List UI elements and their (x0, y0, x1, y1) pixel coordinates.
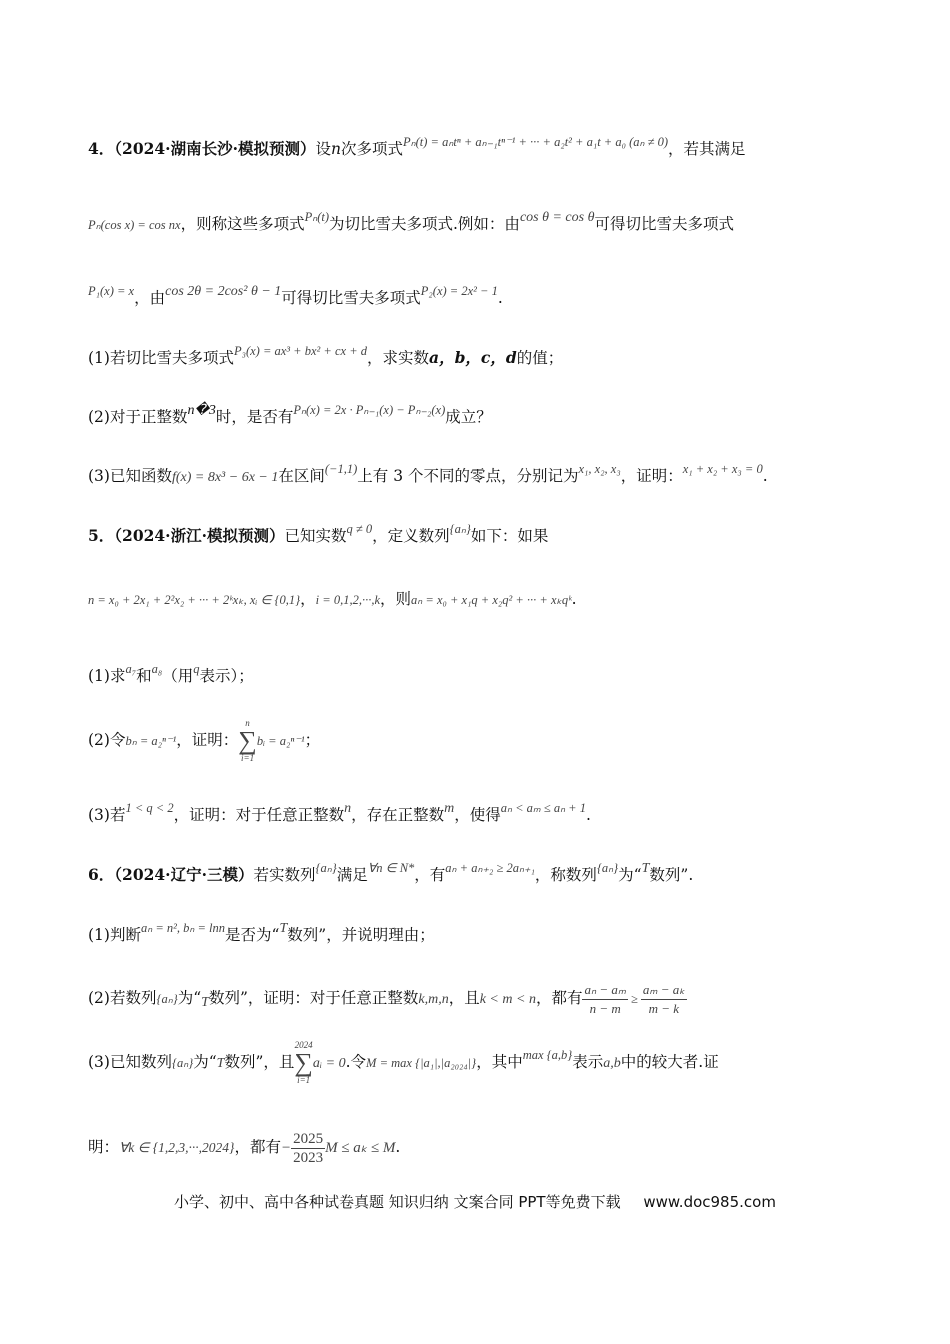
text: 表示）； (199, 667, 254, 685)
text: ； (304, 731, 321, 749)
text: 如下：如果 (470, 527, 549, 545)
formula: {aₙ} (596, 861, 619, 875)
p5-number: 5． (88, 526, 115, 545)
frac-num: aₙ − aₘ (582, 981, 628, 1000)
text: ，则称这些多项式 (180, 215, 305, 233)
text: ，证明： (620, 467, 683, 485)
p4-number: 4． (88, 139, 115, 158)
formula: aₙ = n², bₙ = lnn (140, 921, 226, 935)
footer-text: 小学、初中、高中各种试卷真题 知识归纳 文案合同 PPT等免费下载 (174, 1193, 621, 1211)
footer-url[interactable]: www.doc985.com (643, 1193, 776, 1211)
text: . (497, 289, 503, 307)
text: ，有 (414, 866, 446, 884)
text: ， (300, 590, 316, 608)
frac-den: n − m (589, 1000, 621, 1016)
var-T: T (201, 995, 209, 1010)
formula: 1 < q < 2 (125, 801, 174, 815)
formula: ∀n ∈ N* (367, 861, 415, 875)
text: 表示 (572, 1053, 604, 1071)
text: . (571, 590, 577, 608)
text: 明： (88, 1138, 120, 1156)
formula: x₁, x₂, x₃ (578, 462, 621, 476)
formula: M ≤ aₖ ≤ M (325, 1140, 396, 1156)
text: ，求实数 (367, 349, 430, 367)
var-n: n (331, 140, 341, 158)
p6-q3-line2 (88, 1127, 880, 1168)
formula: Pₙ(t) = aₙtⁿ + aₙ₋₁tⁿ⁻¹ + ··· + a₂t² + a₁t + a₀ (aₙ ≠ 0) (403, 135, 668, 149)
text: (1)若切比雪夫多项式 (88, 349, 234, 367)
p4-line1 (88, 131, 880, 160)
text: (1)判断 (88, 926, 141, 944)
formula: max {a,b} (522, 1048, 573, 1062)
p6-q1 (88, 917, 880, 946)
p4-q1 (88, 340, 880, 369)
p5-line2 (88, 588, 880, 611)
p5-line1 (88, 518, 880, 547)
formula: Pₙ(cos x) = cos nx (88, 218, 181, 232)
frac-den: m − k (648, 1000, 680, 1016)
p6-q3 (88, 1035, 880, 1086)
formula: a₇ (125, 662, 137, 676)
formula: bᵢ = a₂ⁿ⁻¹ (256, 734, 305, 748)
fraction (291, 1130, 325, 1167)
text: 为切比雪夫多项式.例如：由 (329, 215, 520, 233)
frac-num: aₘ − aₖ (641, 981, 687, 1000)
p5-q3 (88, 797, 880, 826)
text: 上有 3 个不同的零点，分别记为 (357, 467, 579, 485)
formula: n (344, 801, 352, 816)
summation (238, 718, 257, 764)
text: 设 (315, 140, 331, 158)
text: (1)求 (88, 667, 126, 685)
text: (3)若 (88, 806, 126, 824)
p4-source: （2024·湖南长沙·模拟预测） (114, 139, 316, 158)
text: ，使得 (454, 806, 501, 824)
vars: a，b，c，d (429, 348, 517, 367)
text: 为“ (618, 866, 642, 884)
formula: n�3 (187, 403, 216, 418)
text: 已知实数 (284, 527, 347, 545)
formula: a,b (603, 1056, 621, 1071)
text: ，存在正整数 (351, 806, 445, 824)
formula: (−1,1) (324, 462, 358, 476)
formula: M = max {|a₁|,|a₂₀₂₄|} (366, 1056, 477, 1070)
text: 时，是否有 (215, 408, 294, 426)
text: . (586, 806, 591, 824)
page-footer (0, 1191, 950, 1212)
summation (294, 1040, 313, 1086)
p6-source: （2024·辽宁·三模） (114, 865, 254, 884)
p4-line2 (88, 206, 880, 236)
text: (3)已知数列 (88, 1053, 172, 1071)
text: ，定义数列 (372, 527, 450, 545)
text: 和 (136, 667, 152, 685)
var-T: T (216, 1056, 225, 1071)
p6-line1 (88, 857, 880, 886)
minus-sign: − (280, 1140, 292, 1156)
text: 中的较大者.证 (620, 1053, 719, 1071)
text: 可得切比雪夫多项式 (594, 215, 734, 233)
p5-q1 (88, 658, 880, 687)
formula: m (444, 801, 455, 816)
text: ，则 (380, 590, 412, 608)
text: ，证明： (176, 731, 239, 749)
p4-q2 (88, 399, 880, 428)
var-T: T (279, 921, 288, 936)
sum-lower: i=1 (297, 1075, 311, 1085)
p5-q2 (88, 718, 880, 764)
formula: k < m < n (479, 992, 536, 1007)
p4-line3 (88, 280, 880, 309)
text: ，且 (448, 989, 480, 1007)
formula: aₙ = x₀ + x₁q + x₂q² + ··· + xₖqᵏ (411, 593, 572, 607)
formula: Pₙ(x) = 2x · Pₙ₋₁(x) − Pₙ₋₂(x) (293, 403, 446, 417)
formula: P₂(x) = 2x² − 1 (420, 284, 498, 298)
formula: bₙ = a₂ⁿ⁻¹ (125, 734, 177, 748)
frac-num: 2025 (293, 1130, 324, 1147)
text: 次多项式 (340, 140, 403, 158)
text: .令 (345, 1053, 367, 1071)
formula: k,m,n (418, 992, 449, 1007)
text: . (762, 467, 768, 485)
sigma-icon: ∑ (238, 726, 257, 755)
formula: x₁ + x₂ + x₃ = 0 (682, 462, 763, 476)
geq-symbol: ≥ (631, 992, 638, 1006)
fraction (582, 981, 628, 1018)
text: 数列”，且 (224, 1053, 295, 1071)
p6-number: 6． (88, 865, 115, 884)
text: 满足 (336, 866, 368, 884)
text: ，若其满足 (668, 140, 746, 158)
text: 数列”，证明：对于任意正整数 (208, 989, 419, 1007)
formula: q ≠ 0 (346, 522, 373, 536)
formula: cos 2θ = 2cos² θ − 1 (165, 284, 282, 299)
var-T: T (641, 861, 650, 876)
formula: n = x₀ + 2x₁ + 2²x₂ + ··· + 2ᵏxₖ, xᵢ ∈ {0,1} (88, 593, 301, 607)
sum-lower: i=1 (241, 753, 255, 763)
text: 是否为“ (225, 926, 280, 944)
text: ，由 (134, 289, 166, 307)
text: 在区间 (278, 467, 325, 485)
formula: {aₙ} (315, 861, 337, 875)
text: (2)对于正整数 (88, 408, 188, 426)
fraction (641, 981, 687, 1018)
p5-source: （2024·浙江·模拟预测） (114, 526, 285, 545)
formula: a₈ (151, 662, 163, 676)
text: ，都有 (535, 989, 583, 1007)
formula: cos θ = cos θ (519, 210, 595, 225)
text: 为“ (193, 1053, 217, 1071)
text: （用 (162, 667, 194, 685)
text: 可得切比雪夫多项式 (281, 289, 421, 307)
formula: i = 0,1,2,···,k (315, 593, 381, 607)
formula: {aₙ} (449, 522, 471, 536)
text: (2)令 (88, 731, 126, 749)
formula: aₙ + aₙ₊₂ ≥ 2aₙ₊₁ (445, 861, 535, 875)
text: ，证明：对于任意正整数 (173, 806, 345, 824)
formula: {aₙ} (156, 992, 178, 1006)
formula: Pₙ(t) (304, 210, 329, 224)
sum-upper: 2024 (294, 1040, 313, 1050)
formula: P₃(x) = ax³ + bx² + cx + d (233, 344, 368, 358)
text: ，都有 (234, 1138, 281, 1156)
text: (2)若数列 (88, 989, 157, 1007)
text: ，其中 (476, 1053, 523, 1071)
text: 的值； (516, 349, 564, 367)
frac-den: 2023 (293, 1149, 324, 1166)
text: ，称数列 (534, 866, 597, 884)
text: 为“ (177, 989, 202, 1007)
sigma-icon: ∑ (294, 1048, 313, 1077)
text: 成立？ (445, 408, 492, 426)
p6-q2 (88, 978, 880, 1023)
text: . (395, 1138, 401, 1156)
sum-upper: n (245, 718, 250, 728)
formula: ∀k ∈ {1,2,3,···,2024} (119, 1140, 235, 1155)
formula: aₙ < aₘ ≤ aₙ + 1 (500, 801, 586, 815)
formula: f(x) = 8x³ − 6x − 1 (171, 470, 279, 485)
text: 若实数列 (253, 866, 316, 884)
text: (3)已知函数 (88, 467, 172, 485)
formula: P₁(x) = x (88, 284, 135, 298)
formula: aᵢ = 0 (312, 1056, 346, 1071)
p4-q3 (88, 458, 880, 489)
formula: {aₙ} (171, 1056, 194, 1070)
formula: q (193, 662, 200, 676)
text: 数列”，并说明理由； (287, 926, 435, 944)
text: 数列”. (649, 866, 694, 884)
